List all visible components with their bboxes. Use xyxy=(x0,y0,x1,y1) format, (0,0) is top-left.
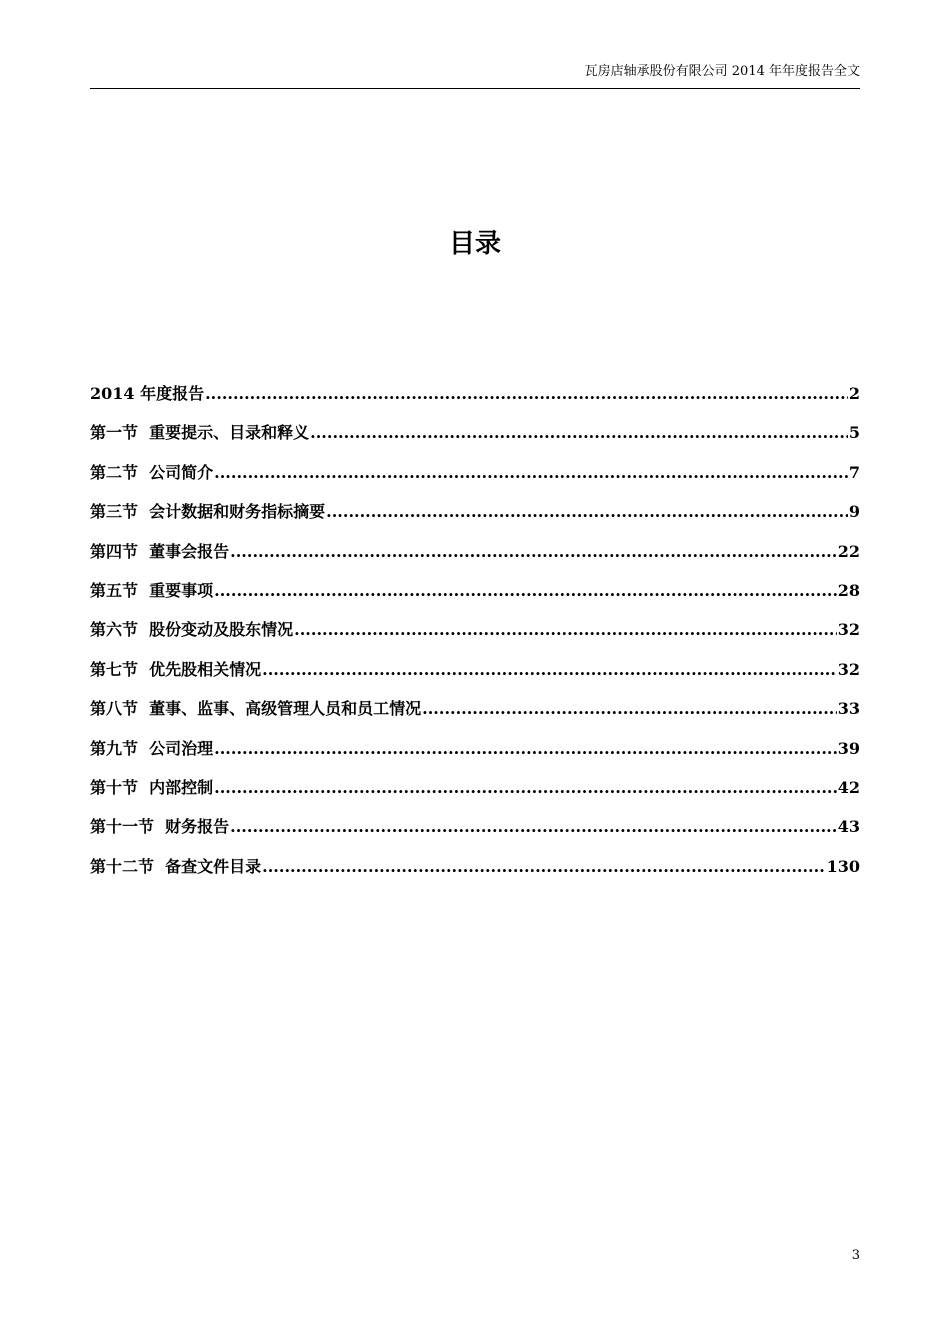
toc-dot-leader xyxy=(214,729,837,768)
toc-dot-leader xyxy=(230,532,837,571)
toc-entry-label: 第五节 重要事项 xyxy=(90,580,214,600)
toc-dot-leader xyxy=(214,453,848,492)
toc-entry-page: 39 xyxy=(837,738,860,758)
toc-entry-page: 28 xyxy=(837,580,860,600)
toc-dot-leader xyxy=(214,571,837,610)
toc-entry-label: 第二节 公司简介 xyxy=(90,462,214,482)
toc-entry-page: 2 xyxy=(848,384,860,403)
toc-entry-section-11[interactable] xyxy=(90,807,860,846)
toc-entry-section-3[interactable] xyxy=(90,492,860,531)
header-text: 瓦房店轴承股份有限公司 2014 年年度报告全文 xyxy=(584,64,860,79)
toc-entry-section-6[interactable] xyxy=(90,610,860,649)
toc-entry-page: 33 xyxy=(837,699,860,719)
page-number: 3 xyxy=(851,1248,860,1263)
toc-entry-section-1[interactable] xyxy=(90,413,860,452)
toc-entry-page: 32 xyxy=(837,620,860,640)
toc-entry-section-9[interactable] xyxy=(90,729,860,768)
toc-entry-label: 第一节 重要提示、目录和释义 xyxy=(90,423,310,443)
toc-entry-page: 130 xyxy=(826,856,860,876)
toc-entry-page: 22 xyxy=(837,541,860,561)
toc-entry-label: 第四节 董事会报告 xyxy=(90,541,230,561)
toc-entry-label: 第十节 内部控制 xyxy=(90,777,214,797)
toc-entry-section-5[interactable] xyxy=(90,571,860,610)
toc-dot-leader xyxy=(422,689,837,728)
page-header xyxy=(90,64,860,89)
toc-entry-section-2[interactable] xyxy=(90,453,860,492)
toc-entry-label: 2014 年度报告 xyxy=(90,384,205,403)
toc-dot-leader xyxy=(205,374,848,413)
toc-dot-leader xyxy=(230,807,837,846)
toc-entry-page: 32 xyxy=(837,659,860,679)
toc-entry-page: 9 xyxy=(848,502,860,522)
toc-entry-annual-report[interactable] xyxy=(90,374,860,413)
toc-entry-label: 第八节 董事、监事、高级管理人员和员工情况 xyxy=(90,699,422,719)
toc-entry-label: 第十一节 财务报告 xyxy=(90,817,230,837)
toc-entry-label: 第十二节 备查文件目录 xyxy=(90,856,262,876)
toc-entry-section-4[interactable] xyxy=(90,532,860,571)
toc-entry-page: 43 xyxy=(837,817,860,837)
table-of-contents xyxy=(90,374,860,886)
toc-dot-leader xyxy=(262,847,825,886)
page-title: 目录 xyxy=(448,229,501,259)
toc-entry-section-12[interactable] xyxy=(90,847,860,886)
toc-dot-leader xyxy=(214,768,837,807)
toc-dot-leader xyxy=(294,610,837,649)
toc-entry-page: 42 xyxy=(837,777,860,797)
toc-entry-label: 第九节 公司治理 xyxy=(90,738,214,758)
toc-entry-page: 5 xyxy=(848,423,860,443)
toc-entry-label: 第七节 优先股相关情况 xyxy=(90,659,262,679)
toc-dot-leader xyxy=(310,413,848,452)
toc-entry-section-10[interactable] xyxy=(90,768,860,807)
toc-entry-label: 第三节 会计数据和财务指标摘要 xyxy=(90,502,326,522)
toc-entry-section-8[interactable] xyxy=(90,689,860,728)
toc-entry-page: 7 xyxy=(848,462,860,482)
toc-dot-leader xyxy=(326,492,848,531)
toc-entry-section-7[interactable] xyxy=(90,650,860,689)
toc-entry-label: 第六节 股份变动及股东情况 xyxy=(90,620,294,640)
toc-dot-leader xyxy=(262,650,837,689)
